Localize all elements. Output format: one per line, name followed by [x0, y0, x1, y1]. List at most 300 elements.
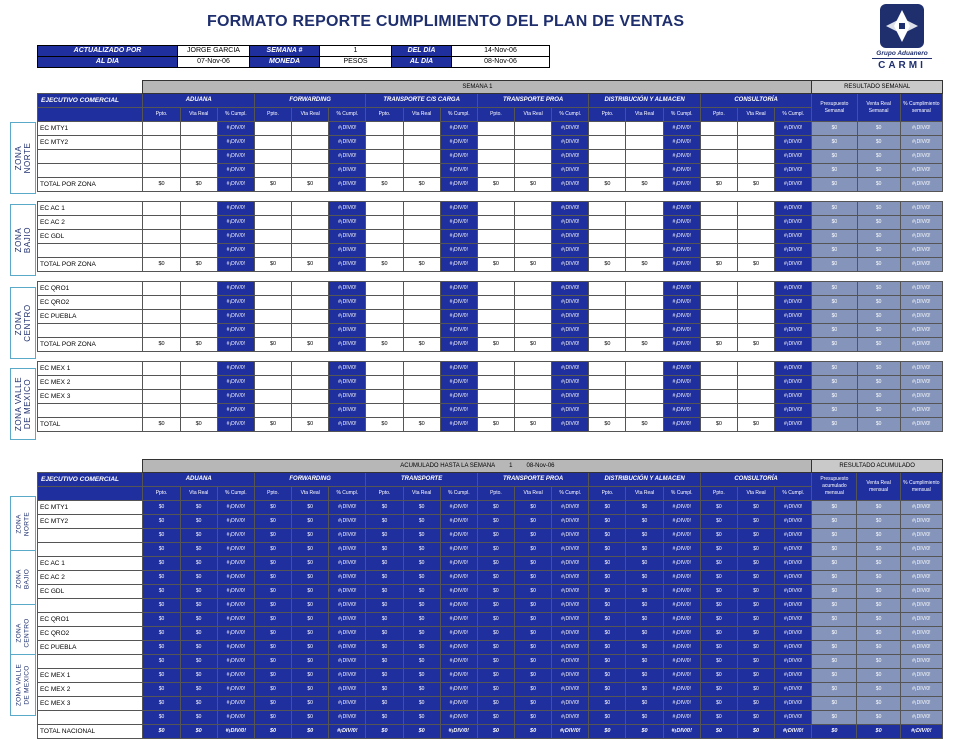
- ppto-cell[interactable]: [589, 150, 626, 164]
- ppto-cell[interactable]: [589, 136, 626, 150]
- ppto-cell: $0: [589, 585, 626, 599]
- venta-cell[interactable]: [403, 404, 440, 418]
- ppto-cell[interactable]: [700, 310, 737, 324]
- actualizado-por-value[interactable]: JORGE GARCIA: [178, 46, 250, 57]
- venta-cell[interactable]: [180, 216, 217, 230]
- total-venta: $0: [403, 338, 440, 352]
- cumpl-cell: #¡DIV/0!: [440, 557, 477, 571]
- moneda-value[interactable]: PESOS: [320, 57, 392, 68]
- venta-cell[interactable]: [737, 164, 774, 178]
- ppto-cell[interactable]: [254, 216, 291, 230]
- ppto-cell[interactable]: [589, 216, 626, 230]
- venta-cell[interactable]: [292, 150, 329, 164]
- total-ppto: $0: [254, 338, 291, 352]
- ppto-cell[interactable]: [366, 362, 403, 376]
- venta-cell[interactable]: [403, 244, 440, 258]
- ppto-cell[interactable]: [700, 376, 737, 390]
- venta-cell[interactable]: [403, 390, 440, 404]
- venta-cell[interactable]: [515, 376, 552, 390]
- venta-cell[interactable]: [626, 216, 663, 230]
- result-venta: $0: [857, 164, 900, 178]
- ppto-cell[interactable]: [143, 404, 180, 418]
- ppto-cell[interactable]: [477, 296, 514, 310]
- ppto-cell[interactable]: [700, 404, 737, 418]
- subcol-header: Ppto.: [366, 108, 403, 122]
- ppto-cell[interactable]: [589, 230, 626, 244]
- venta-cell[interactable]: [515, 230, 552, 244]
- venta-cell: $0: [292, 613, 329, 627]
- venta-cell[interactable]: [515, 244, 552, 258]
- cumpl-cell: #¡DIV/0!: [329, 655, 366, 669]
- venta-cell[interactable]: [180, 404, 217, 418]
- total-venta: $0: [626, 338, 663, 352]
- ppto-cell: $0: [254, 613, 291, 627]
- venta-cell[interactable]: [626, 296, 663, 310]
- ppto-cell[interactable]: [143, 216, 180, 230]
- ppto-cell[interactable]: [700, 244, 737, 258]
- ppto-cell[interactable]: [366, 150, 403, 164]
- venta-cell[interactable]: [515, 362, 552, 376]
- venta-cell[interactable]: [626, 376, 663, 390]
- venta-cell[interactable]: [292, 282, 329, 296]
- venta-cell: $0: [737, 627, 774, 641]
- total-ppto: $0: [366, 258, 403, 272]
- ppto-cell[interactable]: [700, 296, 737, 310]
- venta-cell: $0: [292, 641, 329, 655]
- total-venta: $0: [180, 178, 217, 192]
- venta-cell[interactable]: [180, 362, 217, 376]
- ppto-cell[interactable]: [366, 404, 403, 418]
- venta-cell[interactable]: [180, 282, 217, 296]
- cumpl-cell: #¡DIV/0!: [775, 216, 812, 230]
- ppto-cell[interactable]: [589, 362, 626, 376]
- venta-cell[interactable]: [737, 244, 774, 258]
- venta-cell[interactable]: [515, 296, 552, 310]
- result-ppto: $0: [812, 164, 857, 178]
- ppto-cell[interactable]: [254, 164, 291, 178]
- ppto-cell[interactable]: [366, 202, 403, 216]
- venta-cell[interactable]: [626, 202, 663, 216]
- ppto-cell[interactable]: [143, 376, 180, 390]
- venta-cell[interactable]: [180, 244, 217, 258]
- ppto-cell[interactable]: [589, 310, 626, 324]
- ppto-cell[interactable]: [254, 296, 291, 310]
- section-date: 08-Nov-06: [526, 463, 555, 469]
- table-row: [38, 683, 943, 697]
- venta-cell[interactable]: [626, 244, 663, 258]
- accumulated-report-table: [37, 459, 943, 739]
- ppto-cell[interactable]: [477, 136, 514, 150]
- cumpl-cell: #¡DIV/0!: [663, 150, 700, 164]
- cumpl-cell: #¡DIV/0!: [775, 122, 812, 136]
- exec-name: [38, 655, 143, 669]
- ppto-cell: $0: [589, 571, 626, 585]
- ppto-cell[interactable]: [477, 376, 514, 390]
- venta-cell[interactable]: [737, 230, 774, 244]
- venta-cell[interactable]: [292, 376, 329, 390]
- cumpl-cell: #¡DIV/0!: [663, 711, 700, 725]
- venta-cell[interactable]: [515, 202, 552, 216]
- venta-cell[interactable]: [292, 390, 329, 404]
- ppto-cell[interactable]: [254, 390, 291, 404]
- venta-cell[interactable]: [180, 122, 217, 136]
- ppto-cell[interactable]: [700, 282, 737, 296]
- ppto-cell[interactable]: [143, 136, 180, 150]
- ppto-cell[interactable]: [700, 230, 737, 244]
- venta-cell[interactable]: [737, 216, 774, 230]
- ppto-cell[interactable]: [700, 390, 737, 404]
- ppto-cell[interactable]: [700, 164, 737, 178]
- total-venta: $0: [515, 418, 552, 432]
- venta-cell[interactable]: [626, 122, 663, 136]
- ppto-cell[interactable]: [366, 136, 403, 150]
- zone-side-text: ZONA CENTRO: [14, 304, 32, 342]
- result-cumpl: #¡DIV/0!: [900, 697, 942, 711]
- venta-cell[interactable]: [626, 150, 663, 164]
- venta-cell[interactable]: [180, 324, 217, 338]
- al-dia2-value[interactable]: 08-Nov-06: [452, 57, 550, 68]
- venta-cell[interactable]: [626, 390, 663, 404]
- ppto-cell[interactable]: [700, 150, 737, 164]
- ppto-cell[interactable]: [700, 216, 737, 230]
- venta-cell[interactable]: [403, 376, 440, 390]
- cumpl-cell: #¡DIV/0!: [329, 585, 366, 599]
- ppto-cell: $0: [143, 627, 180, 641]
- ppto-cell[interactable]: [477, 244, 514, 258]
- ppto-cell[interactable]: [477, 202, 514, 216]
- exec-name: EC QRO2: [38, 296, 143, 310]
- cumpl-cell: #¡DIV/0!: [440, 585, 477, 599]
- ppto-cell[interactable]: [254, 122, 291, 136]
- ppto-cell[interactable]: [254, 404, 291, 418]
- ppto-cell[interactable]: [366, 324, 403, 338]
- venta-cell: $0: [403, 641, 440, 655]
- total-ppto: $0: [366, 178, 403, 192]
- venta-cell[interactable]: [292, 404, 329, 418]
- del-dia-value[interactable]: 14-Nov-06: [452, 46, 550, 57]
- venta-cell[interactable]: [403, 324, 440, 338]
- venta-cell[interactable]: [737, 390, 774, 404]
- table-row: [38, 390, 943, 404]
- ppto-cell[interactable]: [700, 362, 737, 376]
- venta-cell[interactable]: [737, 136, 774, 150]
- total-venta: $0: [626, 418, 663, 432]
- result-ppto: $0: [812, 641, 857, 655]
- ppto-cell[interactable]: [366, 296, 403, 310]
- ppto-cell[interactable]: [254, 244, 291, 258]
- venta-cell[interactable]: [403, 296, 440, 310]
- category-header: DISTRIBUCIÓN Y ALMACEN: [589, 473, 700, 487]
- result-ppto: $0: [812, 627, 857, 641]
- venta-cell[interactable]: [292, 136, 329, 150]
- total-venta: $0: [403, 725, 440, 739]
- venta-cell[interactable]: [626, 230, 663, 244]
- ppto-cell[interactable]: [700, 324, 737, 338]
- ppto-cell: $0: [477, 501, 514, 515]
- semana-value[interactable]: 1: [320, 46, 392, 57]
- ppto-cell[interactable]: [589, 202, 626, 216]
- result-cumpl: #¡DIV/0!: [900, 258, 942, 272]
- ppto-cell[interactable]: [143, 244, 180, 258]
- cumpl-cell: #¡DIV/0!: [440, 244, 477, 258]
- venta-cell[interactable]: [515, 390, 552, 404]
- venta-cell[interactable]: [737, 282, 774, 296]
- venta-cell[interactable]: [626, 282, 663, 296]
- ppto-cell[interactable]: [366, 230, 403, 244]
- ppto-cell[interactable]: [143, 324, 180, 338]
- venta-cell[interactable]: [292, 324, 329, 338]
- ppto-cell[interactable]: [589, 296, 626, 310]
- ppto-cell[interactable]: [589, 244, 626, 258]
- ppto-cell[interactable]: [477, 390, 514, 404]
- total-ppto: $0: [589, 338, 626, 352]
- ppto-cell[interactable]: [143, 296, 180, 310]
- ppto-cell[interactable]: [477, 216, 514, 230]
- result-cumpl: #¡DIV/0!: [900, 641, 942, 655]
- venta-cell[interactable]: [737, 404, 774, 418]
- ppto-cell[interactable]: [254, 230, 291, 244]
- total-cumpl: #¡DIV/0!: [440, 258, 477, 272]
- cumpl-cell: #¡DIV/0!: [440, 324, 477, 338]
- ppto-cell: $0: [477, 711, 514, 725]
- ppto-cell[interactable]: [143, 362, 180, 376]
- ppto-cell[interactable]: [143, 150, 180, 164]
- ppto-cell: $0: [254, 711, 291, 725]
- ppto-cell[interactable]: [477, 122, 514, 136]
- venta-cell[interactable]: [292, 216, 329, 230]
- venta-cell: $0: [292, 669, 329, 683]
- cumpl-cell: #¡DIV/0!: [329, 282, 366, 296]
- ppto-cell[interactable]: [143, 310, 180, 324]
- venta-cell[interactable]: [515, 404, 552, 418]
- venta-cell[interactable]: [292, 202, 329, 216]
- table-row: [38, 324, 943, 338]
- venta-cell[interactable]: [403, 282, 440, 296]
- venta-cell[interactable]: [737, 324, 774, 338]
- ppto-cell[interactable]: [143, 164, 180, 178]
- venta-cell[interactable]: [737, 150, 774, 164]
- cumpl-cell: #¡DIV/0!: [775, 136, 812, 150]
- venta-cell: $0: [626, 627, 663, 641]
- result-ppto: $0: [812, 150, 857, 164]
- venta-cell[interactable]: [737, 296, 774, 310]
- venta-cell: $0: [403, 501, 440, 515]
- venta-cell[interactable]: [292, 122, 329, 136]
- result-venta: $0: [857, 515, 900, 529]
- ppto-cell[interactable]: [700, 202, 737, 216]
- cumpl-cell: #¡DIV/0!: [775, 683, 812, 697]
- ppto-cell[interactable]: [477, 324, 514, 338]
- total-ppto: $0: [700, 725, 737, 739]
- venta-cell[interactable]: [403, 362, 440, 376]
- venta-cell[interactable]: [180, 376, 217, 390]
- venta-cell[interactable]: [626, 404, 663, 418]
- ppto-cell[interactable]: [589, 404, 626, 418]
- ppto-cell[interactable]: [589, 282, 626, 296]
- venta-cell[interactable]: [515, 282, 552, 296]
- venta-cell[interactable]: [292, 310, 329, 324]
- venta-cell[interactable]: [626, 362, 663, 376]
- venta-cell[interactable]: [292, 296, 329, 310]
- ppto-cell[interactable]: [254, 202, 291, 216]
- venta-cell[interactable]: [403, 216, 440, 230]
- result-cumpl: #¡DIV/0!: [900, 324, 942, 338]
- venta-cell: $0: [292, 585, 329, 599]
- result-cumpl: #¡DIV/0!: [900, 418, 942, 432]
- venta-cell[interactable]: [403, 122, 440, 136]
- venta-cell[interactable]: [515, 122, 552, 136]
- venta-cell[interactable]: [180, 150, 217, 164]
- category-header: TRANSPORTE PROA: [477, 473, 588, 487]
- ppto-cell: $0: [143, 669, 180, 683]
- cumpl-cell: #¡DIV/0!: [775, 697, 812, 711]
- ppto-cell[interactable]: [366, 216, 403, 230]
- venta-cell[interactable]: [403, 150, 440, 164]
- result-ppto: $0: [812, 655, 857, 669]
- cumpl-cell: #¡DIV/0!: [440, 571, 477, 585]
- ppto-cell[interactable]: [589, 324, 626, 338]
- venta-cell[interactable]: [403, 136, 440, 150]
- ppto-cell: $0: [143, 697, 180, 711]
- venta-cell[interactable]: [180, 164, 217, 178]
- ppto-cell[interactable]: [366, 390, 403, 404]
- ppto-cell[interactable]: [366, 164, 403, 178]
- venta-cell[interactable]: [292, 362, 329, 376]
- ppto-cell[interactable]: [477, 150, 514, 164]
- cumpl-cell: #¡DIV/0!: [552, 296, 589, 310]
- venta-cell[interactable]: [737, 376, 774, 390]
- ppto-cell[interactable]: [589, 122, 626, 136]
- venta-cell[interactable]: [180, 296, 217, 310]
- venta-cell[interactable]: [403, 164, 440, 178]
- venta-cell[interactable]: [180, 230, 217, 244]
- al-dia-value[interactable]: 07-Nov-06: [178, 57, 250, 68]
- ppto-cell[interactable]: [366, 282, 403, 296]
- venta-cell[interactable]: [515, 136, 552, 150]
- subcol-header: Vta Real: [626, 487, 663, 501]
- ppto-cell[interactable]: [700, 136, 737, 150]
- venta-cell[interactable]: [403, 230, 440, 244]
- ppto-cell: $0: [366, 599, 403, 613]
- venta-cell[interactable]: [515, 150, 552, 164]
- venta-cell[interactable]: [626, 164, 663, 178]
- venta-cell[interactable]: [403, 310, 440, 324]
- cumpl-cell: #¡DIV/0!: [217, 543, 254, 557]
- venta-cell[interactable]: [515, 324, 552, 338]
- venta-cell[interactable]: [737, 122, 774, 136]
- ppto-cell[interactable]: [366, 376, 403, 390]
- venta-cell[interactable]: [515, 216, 552, 230]
- venta-cell[interactable]: [626, 310, 663, 324]
- ppto-cell[interactable]: [477, 404, 514, 418]
- ppto-cell[interactable]: [477, 310, 514, 324]
- ppto-cell[interactable]: [254, 282, 291, 296]
- venta-cell: $0: [515, 585, 552, 599]
- ppto-cell: $0: [254, 641, 291, 655]
- venta-cell[interactable]: [626, 136, 663, 150]
- venta-cell[interactable]: [737, 310, 774, 324]
- result-venta: $0: [857, 669, 900, 683]
- venta-cell[interactable]: [292, 164, 329, 178]
- ppto-cell[interactable]: [589, 164, 626, 178]
- venta-cell[interactable]: [737, 202, 774, 216]
- cumpl-cell: #¡DIV/0!: [440, 282, 477, 296]
- ppto-cell: $0: [366, 543, 403, 557]
- zone-side-text: ZONA VALLE DE MEXICO: [15, 663, 30, 707]
- result-cumpl: #¡DIV/0!: [900, 282, 942, 296]
- ppto-cell[interactable]: [366, 122, 403, 136]
- total-ppto: $0: [700, 178, 737, 192]
- ppto-cell[interactable]: [254, 362, 291, 376]
- ppto-cell[interactable]: [254, 310, 291, 324]
- ppto-cell[interactable]: [254, 376, 291, 390]
- ppto-cell[interactable]: [143, 230, 180, 244]
- ppto-cell[interactable]: [477, 282, 514, 296]
- ppto-cell[interactable]: [366, 310, 403, 324]
- venta-cell[interactable]: [180, 310, 217, 324]
- cumpl-cell: #¡DIV/0!: [217, 641, 254, 655]
- venta-cell[interactable]: [403, 202, 440, 216]
- cumpl-cell: #¡DIV/0!: [663, 164, 700, 178]
- subcol-header: % Cumpl.: [775, 487, 812, 501]
- venta-cell[interactable]: [180, 390, 217, 404]
- ppto-cell: $0: [477, 515, 514, 529]
- cumpl-cell: #¡DIV/0!: [440, 310, 477, 324]
- venta-cell[interactable]: [180, 202, 217, 216]
- ppto-cell[interactable]: [589, 376, 626, 390]
- venta-cell[interactable]: [515, 164, 552, 178]
- venta-cell: $0: [180, 515, 217, 529]
- ppto-cell[interactable]: [700, 122, 737, 136]
- ppto-cell[interactable]: [254, 150, 291, 164]
- exec-name: EC MEX 3: [38, 390, 143, 404]
- ppto-cell[interactable]: [143, 122, 180, 136]
- ppto-cell[interactable]: [254, 324, 291, 338]
- cumpl-cell: #¡DIV/0!: [663, 683, 700, 697]
- venta-cell[interactable]: [737, 362, 774, 376]
- venta-cell[interactable]: [292, 244, 329, 258]
- venta-cell[interactable]: [180, 136, 217, 150]
- ppto-cell: $0: [254, 697, 291, 711]
- total-venta: $0: [403, 178, 440, 192]
- zone-side-label: [10, 122, 36, 194]
- ppto-cell[interactable]: [143, 390, 180, 404]
- ppto-cell[interactable]: [143, 202, 180, 216]
- ppto-cell[interactable]: [477, 230, 514, 244]
- ppto-cell: $0: [254, 529, 291, 543]
- ppto-cell[interactable]: [143, 282, 180, 296]
- result-cumpl: #¡DIV/0!: [900, 404, 942, 418]
- ppto-cell[interactable]: [589, 390, 626, 404]
- total-cumpl: #¡DIV/0!: [440, 178, 477, 192]
- subcol-header: % Cumpl.: [663, 487, 700, 501]
- total-venta: $0: [292, 725, 329, 739]
- venta-cell: $0: [626, 683, 663, 697]
- ppto-cell[interactable]: [254, 136, 291, 150]
- result-col-header: Presupuesto acumulado mensual: [812, 473, 857, 501]
- cumpl-cell: #¡DIV/0!: [329, 711, 366, 725]
- venta-cell[interactable]: [515, 310, 552, 324]
- ppto-cell[interactable]: [477, 164, 514, 178]
- ppto-cell[interactable]: [477, 362, 514, 376]
- venta-cell[interactable]: [292, 230, 329, 244]
- category-header: TRANSPORTE: [366, 473, 477, 487]
- result-ppto: $0: [812, 725, 857, 739]
- cumpl-cell: #¡DIV/0!: [329, 310, 366, 324]
- result-cumpl: #¡DIV/0!: [900, 599, 942, 613]
- ppto-cell[interactable]: [366, 244, 403, 258]
- venta-cell[interactable]: [626, 324, 663, 338]
